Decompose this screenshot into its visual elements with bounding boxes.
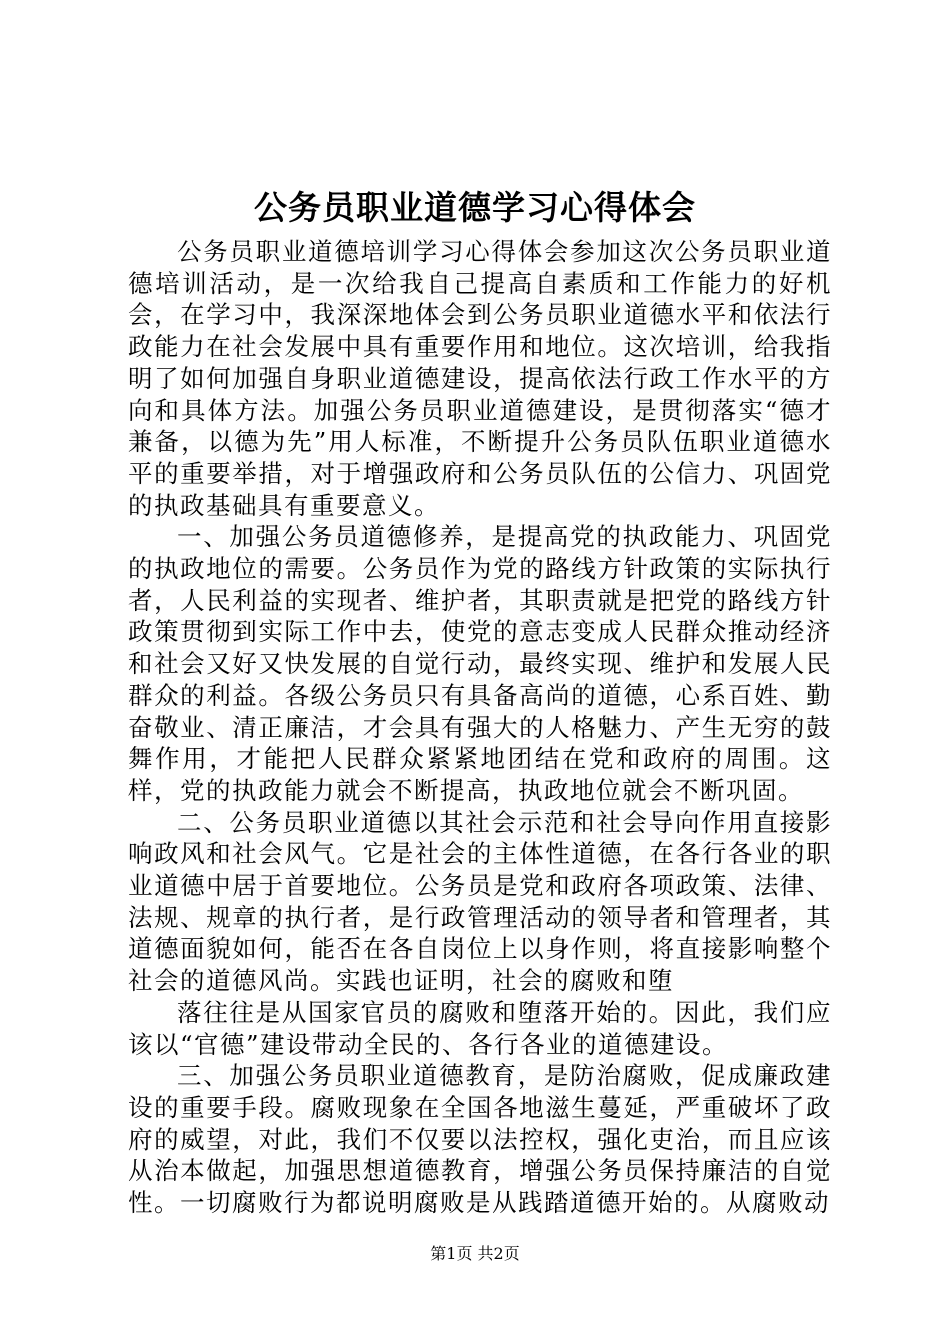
paragraph-section-1: 一、加强公务员道德修养，是提高党的执政能力、巩固党的执政地位的需要。公务员作为党的路线方针政策的实际执行者，人民利益的实现者、维护者，其职责就是把党的路线方针政策贯彻到实际工作中去，使党的意志变成人民群众推动经济和社会又好又快发展的自觉行动，最终实现、维护和发展人民群众的利益。各级公务员只有具备高尚的道德，心系百姓、勤奋敬业、清正廉洁，才会具有强大的人格魅力、产生无穷的鼓舞作用，才能把人民群众紧紧地团结在党和政府的周围。这样，党的执政能力就会不断提高，执政地位就会不断巩固。 [128, 522, 832, 805]
document-body [128, 236, 832, 1219]
paragraph-intro: 公务员职业道德培训学习心得体会参加这次公务员职业道德培训活动，是一次给我自己提高自素质和工作能力的好机会，在学习中，我深深地体会到公务员职业道德水平和依法行政能力在社会发展中具有重要作用和地位。这次培训，给我指明了如何加强自身职业道德建设，提高依法行政工作水平的方向和具体方法。加强公务员职业道德建设，是贯彻落实“德才兼备，以德为先”用人标准，不断提升公务员队伍职业道德水平的重要举措，对于增强政府和公务员队伍的公信力、巩固党的执政基础具有重要意义。 [128, 237, 832, 520]
paragraph-section-3: 三、加强公务员职业道德教育，是防治腐败，促成廉政建设的重要手段。腐败现象在全国各地滋生蔓延，严重破坏了政府的威望，对此，我们不仅要以法控权，强化吏治，而且应该从治本做起，加强思想道德教育，增强公务员保持廉洁的自觉性。一切腐败行为都说明腐败是从践踏道德开始的。从腐败动 [128, 1061, 832, 1218]
paragraph-section-2: 二、公务员职业道德以其社会示范和社会导向作用直接影响政风和社会风气。它是社会的主体性道德，在各行各业的职业道德中居于首要地位。公务员是党和政府各项政策、法律、法规、规章的执行者，是行政管理活动的领导者和管理者，其道德面貌如何，能否在各自岗位上以身作则，将直接影响整个社会的道德风尚。实践也证明，社会的腐败和堕 [128, 807, 832, 996]
page-number-footer: 第1页 共2页 [430, 1244, 520, 1263]
paragraph-section-2-continued: 落往往是从国家官员的腐败和堕落开始的。因此，我们应该以“官德”建设带动全民的、各行各业的道德建设。 [128, 997, 832, 1059]
document-title: 公务员职业道德学习心得体会 [254, 188, 696, 227]
